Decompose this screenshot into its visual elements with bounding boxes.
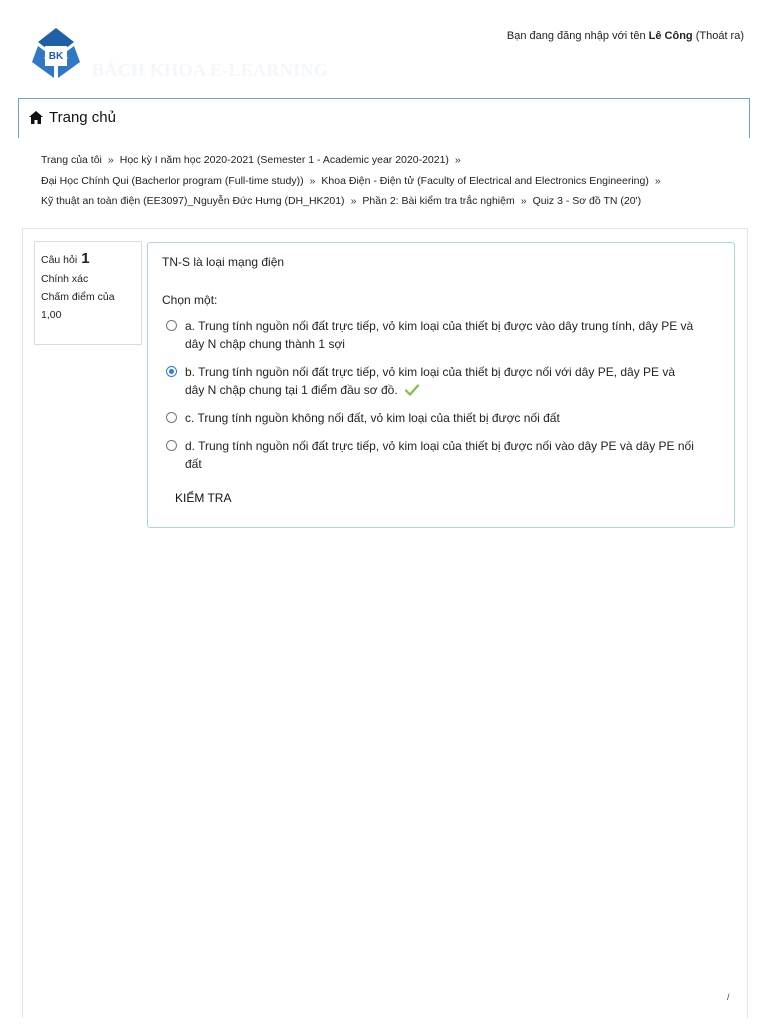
answer-option-a[interactable] (166, 317, 696, 353)
grade-value: 1,00 (41, 309, 62, 321)
question-info (34, 241, 142, 345)
home-icon (29, 111, 43, 124)
top-navbar (18, 98, 750, 138)
radio-option-d[interactable] (166, 440, 177, 451)
logout-link[interactable]: (Thoát ra) (695, 30, 744, 42)
breadcrumb-separator: » (309, 174, 316, 187)
answer-text-a: a. Trung tính nguồn nối đất trực tiếp, vỏ kim loại của thiết bị được vào dây trung tính, dây PE và dây N chập chung thành 1 sợi (185, 319, 694, 351)
answer-option-b[interactable] (166, 363, 696, 399)
answer-option-d[interactable] (166, 437, 696, 473)
breadcrumb-item-program[interactable]: Đại Học Chính Qui (Bacherlor program (Full-time study)) (41, 174, 304, 187)
question-number-value: 1 (81, 250, 90, 267)
radio-option-a[interactable] (166, 320, 177, 331)
question-text: TN-S là loại mạng điện (162, 255, 285, 269)
answer-prompt: Chọn một: (162, 293, 218, 307)
radio-option-b[interactable] (166, 366, 177, 377)
check-button[interactable]: KIỂM TRA (175, 491, 232, 505)
breadcrumb-separator: » (654, 174, 661, 187)
site-name[interactable]: BÁCH KHOA E-LEARNING (92, 60, 329, 80)
login-info (507, 30, 744, 42)
answer-option-c[interactable] (166, 409, 696, 427)
breadcrumb-item-my-courses[interactable]: Trang của tôi (41, 154, 102, 166)
radio-option-c[interactable] (166, 412, 177, 423)
breadcrumb-separator: » (520, 195, 527, 207)
page-mark: / (727, 992, 730, 1002)
answer-text-d: d. Trung tính nguồn nối đất trực tiếp, vỏ kim loại của thiết bị được nối vào dây PE và dây PE nối đất (185, 439, 694, 471)
logo-text: BK (48, 51, 64, 62)
breadcrumb-item-faculty[interactable]: Khoa Điện - Điện tử (Faculty of Electrical and Electronics Engineering) (321, 174, 649, 187)
correct-check-icon (405, 384, 419, 396)
question-status: Chính xác (41, 273, 89, 285)
login-prefix: Bạn đang đăng nhập với tên (506, 30, 646, 42)
bk-logo[interactable] (28, 26, 84, 82)
breadcrumb-item-semester[interactable]: Học kỳ I năm học 2020-2021 (Semester 1 - Academic year 2020-2021) (119, 154, 449, 166)
grade-label: Chấm điểm của (41, 291, 115, 303)
answer-text-c: c. Trung tính nguồn không nối đất, vỏ kim loại của thiết bị được nối đất (185, 411, 560, 425)
breadcrumb-separator: » (107, 154, 114, 166)
question-label: Câu hỏi (41, 254, 78, 266)
breadcrumb (41, 150, 741, 212)
answer-text-b-wrap (185, 363, 696, 399)
question-panel (147, 242, 735, 528)
nav-home-link[interactable] (29, 109, 116, 126)
nav-home-label: Trang chủ (49, 109, 116, 126)
breadcrumb-item-course[interactable]: Kỹ thuật an toàn điện (EE3097)_Nguyễn Đức Hưng (DH_HK201) (41, 195, 345, 207)
answer-text-b: b. Trung tính nguồn nối đất trực tiếp, vỏ kim loại của thiết bị được nối với dây PE, dây PE và dây N chập chung tại 1 điểm đầu sơ đồ. (185, 365, 676, 397)
breadcrumb-item-quiz[interactable]: Quiz 3 - Sơ đồ TN (20') (532, 195, 642, 207)
breadcrumb-separator: » (454, 154, 461, 166)
breadcrumb-item-section[interactable]: Phần 2: Bài kiểm tra trắc nghiệm (362, 195, 515, 207)
user-name-link[interactable]: Lê Công (648, 30, 693, 42)
breadcrumb-separator: » (350, 195, 357, 207)
question-number (41, 250, 135, 267)
